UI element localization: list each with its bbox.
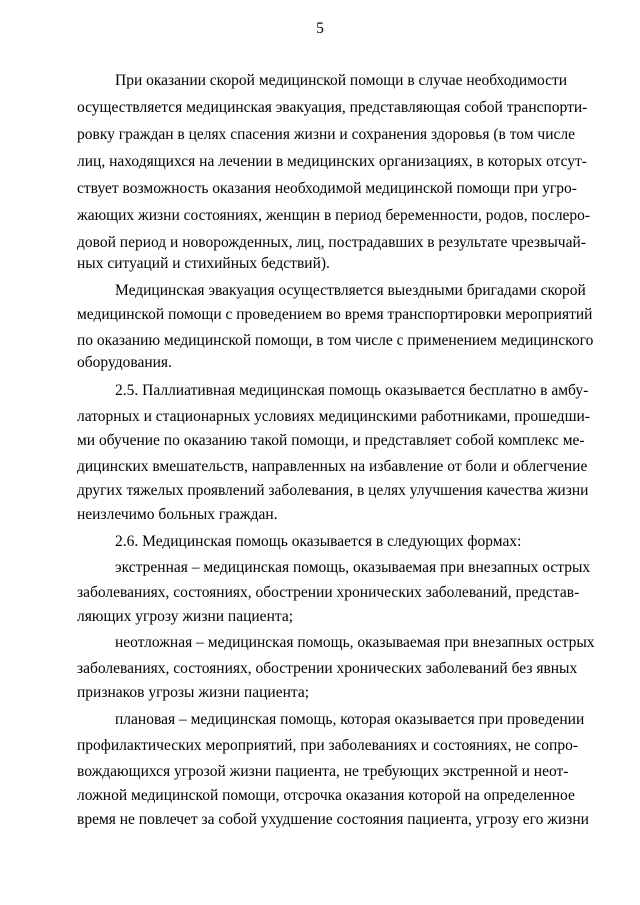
text-line: неизлечимо больных граждан. [77, 506, 278, 523]
text-line: заболеваниях, состояниях, обострении хронических заболеваний без явных [77, 660, 578, 677]
text-line: 2.6. Медицинская помощь оказывается в следующих формах: [115, 533, 522, 550]
text-line: Медицинская эвакуация осуществляется выездными бригадами скорой [115, 282, 586, 299]
text-line: других тяжелых проявлений заболевания, в целях улучшения качества жизни [77, 482, 589, 499]
text-line: жающих жизни состояниях, женщин в период беременности, родов, послеро- [77, 207, 591, 224]
text-line: неотложная – медицинская помощь, оказываемая при внезапных острых [115, 634, 595, 651]
text-line: осуществляется медицинская эвакуация, представляющая собой транспорти- [77, 99, 588, 116]
text-line: экстренная – медицинская помощь, оказываемая при внезапных острых [115, 559, 591, 576]
text-line: заболеваниях, состояниях, обострении хронических заболеваний, представ- [77, 584, 580, 601]
text-line: медицинской помощи с проведением во время транспортировки мероприятий [77, 306, 593, 323]
text-line: ми обучение по оказанию такой помощи, и представляет собой комплекс ме- [77, 432, 585, 449]
text-line: довой период и новорожденных, лиц, пострадавших в результате чрезвычай- [77, 234, 586, 251]
text-line: дицинских вмешательств, направленных на избавление от боли и облегчение [77, 458, 588, 475]
text-line: вождающихся угрозой жизни пациента, не требующих экстренной и неот- [77, 763, 569, 780]
text-line: лиц, находящихся на лечении в медицинских организациях, в которых отсут- [77, 153, 587, 170]
text-line: признаков угрозы жизни пациента; [77, 684, 310, 701]
text-line: При оказании скорой медицинской помощи в случае необходимости [115, 72, 568, 89]
text-line: профилактических мероприятий, при заболеваниях и состояниях, не сопро- [77, 737, 578, 754]
text-line: по оказанию медицинской помощи, в том числе с применением медицинского [77, 332, 594, 349]
text-line: латорных и стационарных условиях медицинскими работниками, прошедши- [77, 408, 590, 425]
text-line: плановая – медицинская помощь, которая оказывается при проведении [115, 711, 585, 728]
text-line: 2.5. Паллиативная медицинская помощь оказывается бесплатно в амбу- [115, 382, 589, 399]
text-line: ных ситуаций и стихийных бедствий). [77, 255, 330, 272]
text-line: время не повлечет за собой ухудшение состояния пациента, угрозу его жизни [77, 811, 589, 828]
text-line: ровку граждан в целях спасения жизни и сохранения здоровья (в том числе [77, 126, 576, 143]
text-line: ложной медицинской помощи, отсрочка оказания которой на определенное [77, 787, 575, 804]
page-number: 5 [316, 20, 324, 37]
text-line: ствует возможность оказания необходимой медицинской помощи при угро- [77, 180, 577, 197]
text-line: ляющих угрозу жизни пациента; [77, 608, 294, 625]
text-line: оборудования. [77, 354, 172, 371]
